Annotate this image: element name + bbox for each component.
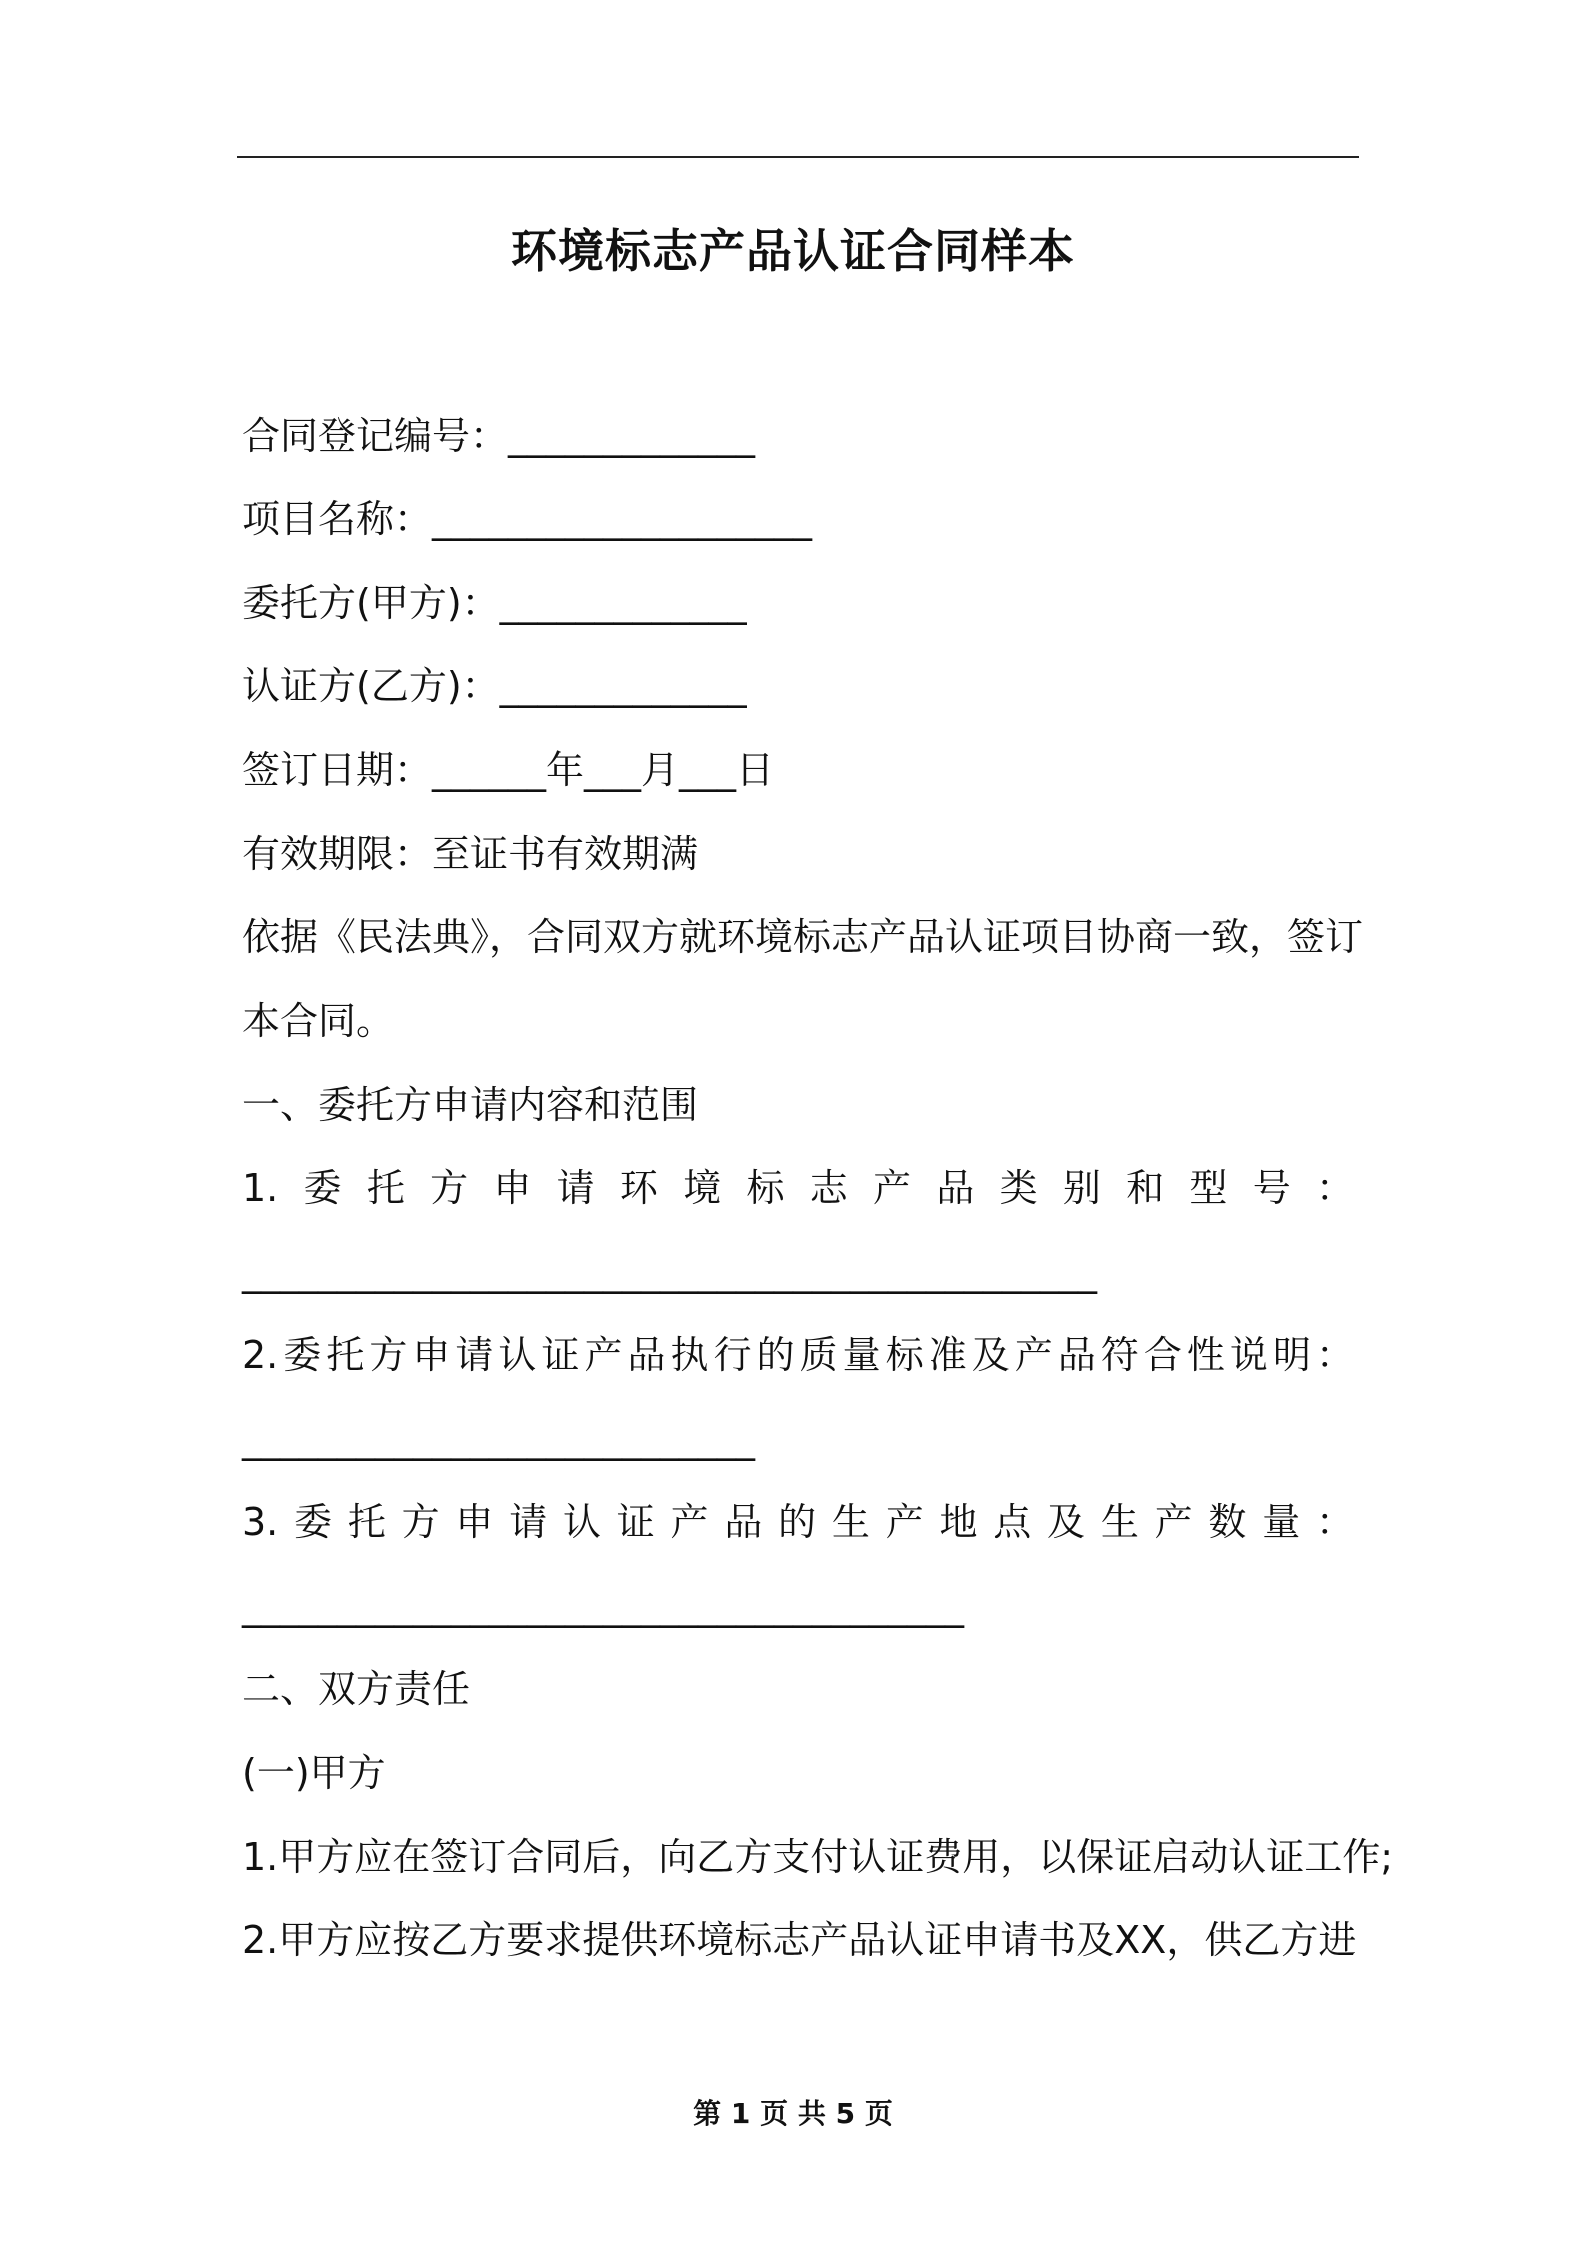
- section-1-item-2: 2.委托方申请认证产品执行的质量标准及产品符合性说明：: [242, 1333, 1354, 1377]
- section-1-item-3-blank: ______________________________________: [242, 1584, 964, 1628]
- section-2-heading: 二、双方责任: [242, 1667, 471, 1711]
- intro-paragraph-line-1: 依据《民法典》，合同双方就环境标志产品认证项目协商一致，签订: [242, 915, 1364, 959]
- validity-field: 有效期限：至证书有效期满: [242, 832, 699, 876]
- section-1-item-1: 1.委托方申请环境标志产品类别和型号：: [242, 1166, 1354, 1210]
- section-1-item-2-blank: ___________________________: [242, 1417, 755, 1461]
- certifier-field: 认证方(乙方)：_____________: [242, 664, 747, 708]
- registration-number-field: 合同登记编号：_____________: [242, 414, 756, 458]
- document-title: 环境标志产品认证合同样本: [511, 224, 1075, 278]
- section-2-item-1: 1.甲方应在签订合同后，向乙方支付认证费用，以保证启动认证工作;: [242, 1835, 1394, 1879]
- header-rule: [237, 156, 1359, 158]
- section-2-item-2: 2.甲方应按乙方要求提供环境标志产品认证申请书及XX，供乙方进: [242, 1918, 1357, 1962]
- section-1-heading: 一、委托方申请内容和范围: [242, 1083, 699, 1127]
- intro-paragraph-line-2: 本合同。: [242, 999, 395, 1043]
- sign-date-field: 签订日期：______年___月___日: [242, 748, 775, 792]
- project-name-field: 项目名称：____________________: [242, 497, 813, 541]
- section-1-item-3: 3.委托方申请认证产品的生产地点及生产数量：: [242, 1500, 1354, 1544]
- section-2-subheading-party-a: (一)甲方: [242, 1751, 386, 1795]
- section-1-item-1-blank: _____________________________________________: [242, 1250, 1097, 1294]
- client-field: 委托方(甲方)：_____________: [242, 581, 747, 625]
- page-number-footer: 第 1 页 共 5 页: [693, 2097, 893, 2130]
